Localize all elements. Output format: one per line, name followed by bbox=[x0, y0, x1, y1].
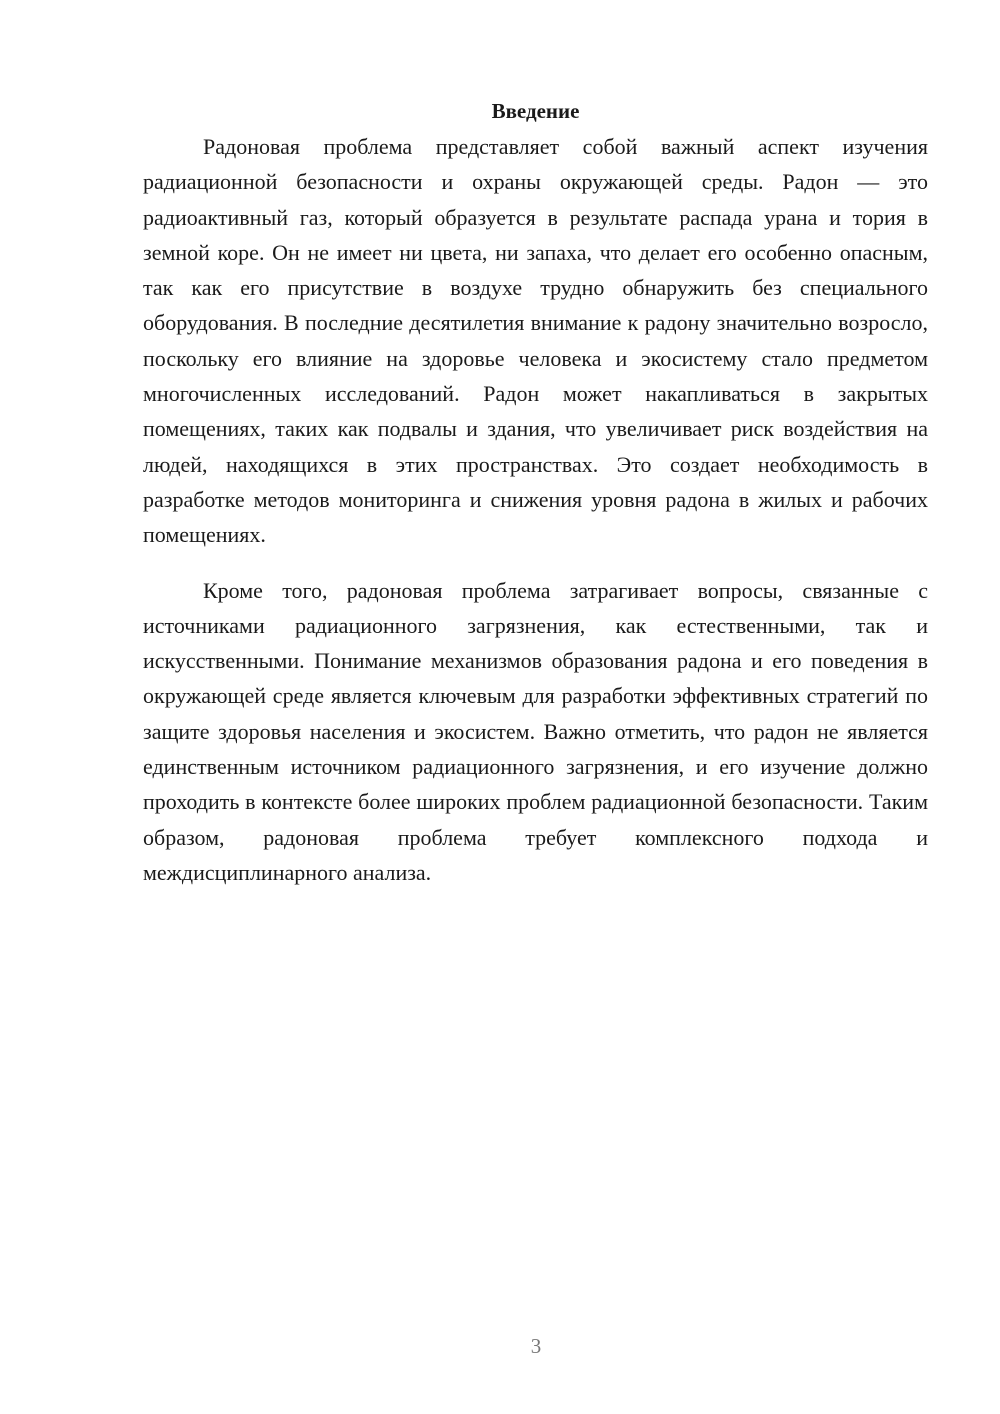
section-heading: Введение bbox=[491, 99, 580, 123]
paragraph-2: Кроме того, радоновая проблема затрагивает вопросы, связанные с источниками радиационного загрязнения, как естественными, так и искусственными. Понимание механизмов образования радона и его поведения в окружающей среде является ключевым для разработки эффективных стратегий по защите здоровья населения и экосистем. Важно отметить, что радон не является единственным источником радиационного загрязнения, и его изучение должно проходить в контексте более широких проблем радиационной безопасности. Таким образом, радоновая проблема требует комплексного подхода и междисциплинарного анализа. bbox=[143, 577, 928, 885]
paragraph-1: Радоновая проблема представляет собой важный аспект изучения радиационной безопасности и охраны окружающей среды. Радон — это радиоактивный газ, который образуется в результате распада урана и тория в земной коре. Он не имеет ни цвета, ни запаха, что делает его особенно опасным, так как его присутствие в воздухе трудно обнаружить без специального оборудования. В последние десятилетия внимание к радону значительно возросло, поскольку его влияние на здоровье человека и экосистему стало предметом многочисленных исследований. Радон может накапливаться в закрытых помещениях, таких как подвалы и здания, что увеличивает риск воздействия на людей, находящихся в этих пространствах. Это создает необходимость в разработке методов мониторинга и снижения уровня радона в жилых и рабочих помещениях. bbox=[143, 134, 928, 548]
page-number: 3 bbox=[530, 1334, 542, 1358]
page-content bbox=[143, 96, 928, 910]
